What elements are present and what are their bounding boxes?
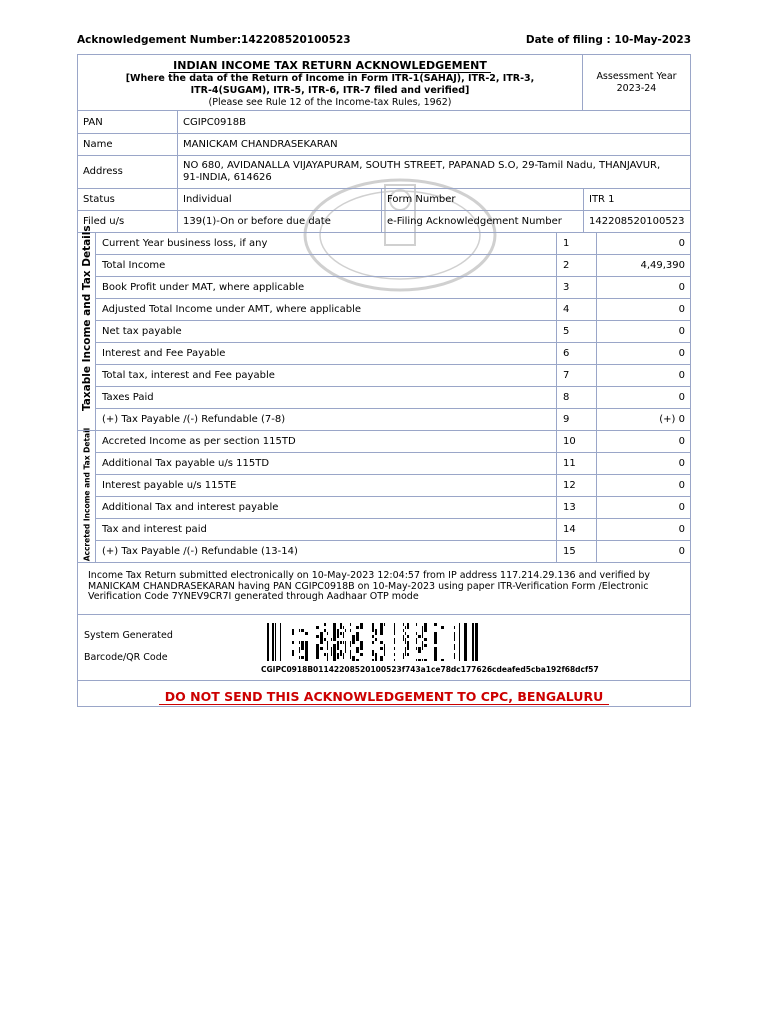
form-number-value: ITR 1 (589, 193, 615, 205)
row-label: Book Profit under MAT, where applicable (102, 281, 305, 293)
filed-us-label: Filed u/s (83, 215, 125, 227)
document-title: INDIAN INCOME TAX RETURN ACKNOWLEDGEMENT (78, 59, 582, 72)
row-label: Net tax payable (102, 325, 182, 337)
row-value: 0 (678, 303, 685, 315)
pan-label: PAN (83, 117, 103, 128)
acknowledgement-number: Acknowledgement Number:142208520100523 (77, 34, 351, 46)
row-label: Taxes Paid (102, 391, 154, 403)
row-label: Additional Tax and interest payable (102, 501, 279, 513)
name-label: Name (83, 138, 113, 150)
row-number: 15 (563, 545, 576, 557)
filed-us-value: 139(1)-On or before due date (183, 215, 331, 227)
row-value: 0 (678, 435, 685, 447)
row-label: Additional Tax payable u/s 115TD (102, 457, 270, 469)
row-label: Accreted Income as per section 115TD (102, 435, 296, 447)
title-box (77, 54, 691, 111)
row-number: 6 (563, 347, 570, 359)
row-value: 0 (678, 281, 685, 293)
row-number: 2 (563, 259, 570, 271)
row-number: 13 (563, 501, 576, 513)
row-value: 0 (678, 545, 685, 557)
title-subtitle: [Where the data of the Return of Income in Form ITR-1(SAHAJ), ITR-2, ITR-3, ITR-4(SUGAM), ITR-5, ITR-6, ITR-7 filed and verified] (125, 73, 535, 96)
row-label: Total tax, interest and Fee payable (102, 369, 275, 381)
row-label: Interest payable u/s 115TE (102, 479, 237, 491)
row-value: (+) 0 (659, 413, 685, 425)
barcode-icon (267, 623, 482, 661)
warning-box (77, 681, 691, 707)
form-number-label: Form Number (387, 193, 456, 205)
verification-box (77, 563, 691, 615)
row-number: 14 (563, 523, 576, 535)
barcode-text: CGIPC0918B01142208520100523f743a1ce78dc177626cdeafed5cba192f68dcf57 (261, 665, 599, 674)
row-number: 8 (563, 391, 570, 403)
row-number: 11 (563, 457, 576, 469)
section-taxable-income-label: Taxable Income and Tax Details (81, 225, 93, 411)
row-label: (+) Tax Payable /(-) Refundable (13-14) (102, 545, 298, 557)
row-label: (+) Tax Payable /(-) Refundable (7-8) (102, 413, 286, 425)
row-label: Adjusted Total Income under AMT, where applicable (102, 303, 362, 315)
row-label: Tax and interest paid (102, 523, 207, 535)
row-value: 0 (678, 347, 685, 359)
row-value: 0 (678, 523, 685, 535)
row-number: 12 (563, 479, 576, 491)
row-value: 0 (678, 501, 685, 513)
efiling-ack-label: e-Filing Acknowledgement Number (387, 215, 562, 227)
system-generated-label: System Generated (84, 630, 173, 641)
section-accreted-income-label: Accreted Income and Tax Detail (82, 427, 92, 562)
pan-value: CGIPC0918B (183, 117, 247, 128)
efiling-ack-value: 142208520100523 (589, 215, 685, 227)
row-number: 1 (563, 237, 570, 249)
row-label: Current Year business loss, if any (102, 237, 268, 249)
assessment-year: Assessment Year 2023-24 (582, 55, 690, 110)
row-label: Total Income (102, 259, 166, 271)
date-of-filing: Date of filing : 10-May-2023 (525, 34, 691, 46)
row-value: 0 (678, 369, 685, 381)
status-value: Individual (183, 193, 232, 205)
row-value: 0 (678, 237, 685, 249)
title-note: (Please see Rule 12 of the Income-tax Rules, 1962) (208, 97, 452, 108)
row-value: 0 (678, 457, 685, 469)
row-number: 3 (563, 281, 570, 293)
row-value: 0 (678, 325, 685, 337)
verification-text: Income Tax Return submitted electronically on 10-May-2023 12:04:57 from IP address 117.214.29.136 and verified by MANICKAM CHANDRASEKARAN having PAN CGIPC0918B on 10-May-2023 using paper ITR-Verification Form /Electronic Verification Code 7YNEV9CR7I generated through Aadhaar OTP mode (88, 570, 651, 602)
barcode-label: Barcode/QR Code (84, 652, 168, 663)
status-label: Status (83, 193, 115, 205)
address-value: NO 680, AVIDANALLA VIJAYAPURAM, SOUTH STREET, PAPANAD S.O, 29-Tamil Nadu, THANJAVUR, 91-INDIA, 614626 (183, 160, 661, 183)
row-value: 0 (678, 391, 685, 403)
row-number: 10 (563, 435, 576, 447)
cpc-warning: DO NOT SEND THIS ACKNOWLEDGEMENT TO CPC, BENGALURU (78, 689, 690, 704)
row-number: 9 (563, 413, 570, 425)
barcode-box (77, 615, 691, 681)
row-value: 0 (678, 479, 685, 491)
row-label: Interest and Fee Payable (102, 347, 226, 359)
row-number: 4 (563, 303, 570, 315)
address-label: Address (83, 166, 123, 177)
row-value: 4,49,390 (640, 259, 685, 271)
name-value: MANICKAM CHANDRASEKARAN (183, 138, 338, 150)
row-number: 5 (563, 325, 570, 337)
row-number: 7 (563, 369, 570, 381)
